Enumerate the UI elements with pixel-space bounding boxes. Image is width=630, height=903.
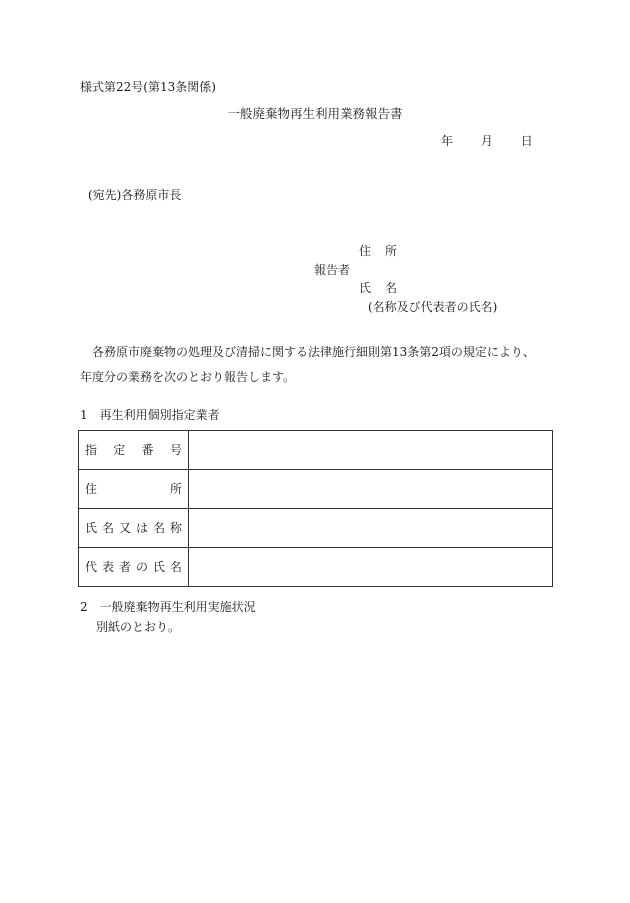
section2-heading: 2 一般廃棄物再生利用実施状況 — [80, 600, 256, 614]
designation-number-field[interactable] — [189, 431, 553, 470]
name-or-title-field[interactable] — [189, 509, 553, 548]
section2-body: 別紙のとおり。 — [96, 620, 181, 634]
report-date — [441, 135, 533, 147]
reporter-name-note: (名称及び代表者の氏名) — [368, 300, 498, 314]
body-text: 各務原市廃棄物の処理及び清掃に関する法律施行細則第13条第2項の規定により、 年度分の業務を次のとおり報告します。 — [80, 345, 553, 384]
representative-name-field[interactable] — [189, 548, 553, 587]
reporter-name-label: 氏 名 — [359, 281, 399, 295]
form-number: 様式第22号(第13条関係) — [80, 80, 216, 94]
designation-number-label-cell — [79, 431, 189, 470]
date-month-label: 月 — [480, 134, 493, 148]
address-field[interactable] — [189, 470, 553, 509]
reporter-label: 報告者 — [314, 263, 351, 277]
name-label-cell — [79, 509, 189, 548]
name-or-title-label: 氏 名 又 は 名 称 — [85, 521, 182, 535]
document-title: 一般廃棄物再生利用業務報告書 — [227, 106, 403, 121]
representative-label-cell — [79, 548, 189, 587]
designation-number-label: 指 定 番 号 — [85, 443, 182, 457]
section1-heading: 1 再生利用個別指定業者 — [80, 408, 220, 422]
body-paragraph — [80, 340, 555, 390]
addressee: (宛先)各務原市長 — [88, 188, 182, 202]
table-row — [79, 470, 553, 509]
reporter-address-label: 住 所 — [359, 244, 399, 258]
address-label: 住 所 — [85, 482, 182, 496]
table-row — [79, 509, 553, 548]
operator-info-table — [78, 430, 553, 587]
address-label-cell — [79, 470, 189, 509]
date-year-label: 年 — [441, 134, 454, 148]
representative-name-label: 代 表 者 の 氏 名 — [85, 560, 182, 574]
table-row — [79, 431, 553, 470]
date-day-label: 日 — [520, 134, 533, 148]
table-row — [79, 548, 553, 587]
